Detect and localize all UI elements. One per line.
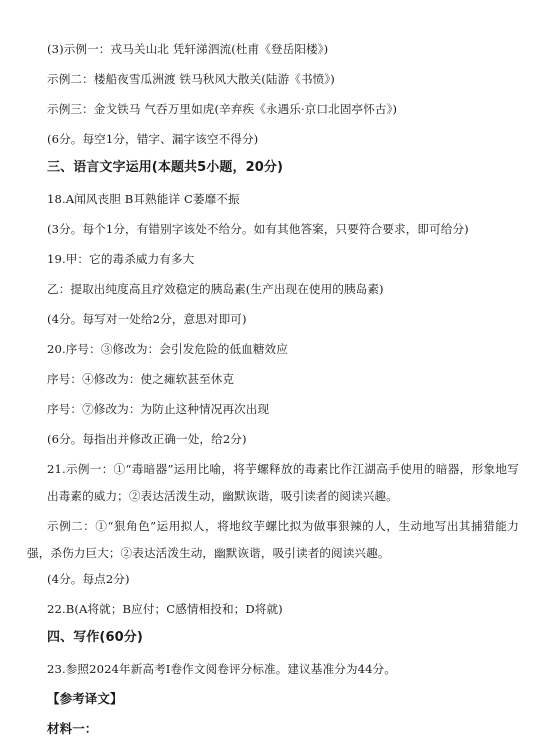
answer-q21-example-2: 示例二：①“狠角色”运用拟人，将地纹芋螺比拟为做事狠辣的人，生动地写出其捕猎能力强，杀伤力巨大；②表达活泼生动，幽默诙谐，吸引读者的阅读兴趣。 <box>27 519 519 560</box>
answer-q21-example-1: 21.示例一：①“毒暗器”运用比喻，将芋螺释放的毒素比作江湖高手使用的暗器，形象地写出毒素的威力；②表达活泼生动，幽默诙谐，吸引读者的阅读兴趣。 <box>47 462 519 503</box>
scoring-note-q20: (6分。每指出并修改正确一处，给2分) <box>47 432 247 446</box>
section-heading-4: 四、写作(60分) <box>47 630 143 645</box>
reference-translation-heading: 【参考译文】 <box>47 691 123 706</box>
section-heading-3: 三、语言文字运用(本题共5小题，20分) <box>47 160 284 175</box>
answer-q19-a: 19.甲：它的毒杀威力有多大 <box>47 252 195 266</box>
scoring-note-q17: (6分。每空1分，错字、漏字该空不得分) <box>47 132 259 146</box>
scoring-note-q18: (3分。每个1分，有错别字该处不给分。如有其他答案，只要符合要求，即可给分) <box>47 222 469 236</box>
answer-q18: 18.A闻风丧胆 B耳熟能详 C萎靡不振 <box>47 192 240 206</box>
answer-q19-b: 乙：提取出纯度高且疗效稳定的胰岛素(生产出现在使用的胰岛素) <box>47 282 384 296</box>
scoring-note-q19: (4分。每写对一处给2分，意思对即可) <box>47 312 247 326</box>
answer-q20-1: 20.序号：③修改为：会引发危险的低血糖效应 <box>47 342 288 356</box>
answer-line-example-3: 示例三：金戈铁马 气吞万里如虎(辛弃疾《永遇乐·京口北固亭怀古》) <box>47 102 398 116</box>
answer-line-example-2: 示例二：楼船夜雪瓜洲渡 铁马秋风大散关(陆游《书愤》) <box>47 72 335 86</box>
answer-line-3-example-1: (3)示例一：戎马关山北 凭轩涕泗流(杜甫《登岳阳楼》) <box>47 42 329 56</box>
material-one-heading: 材料一： <box>47 721 98 736</box>
answer-q20-3: 序号：⑦修改为：为防止这种情况再次出现 <box>47 402 270 416</box>
answer-q23: 23.参照2024年新高考Ⅰ卷作文阅卷评分标准。建议基准分为44分。 <box>47 662 396 676</box>
answer-q20-2: 序号：④修改为：使之瘫软甚至休克 <box>47 372 235 386</box>
scoring-note-q21: (4分。每点2分) <box>47 572 130 586</box>
answer-q22: 22.B(A将就；B应付；C感情相投和；D将就) <box>47 602 283 616</box>
